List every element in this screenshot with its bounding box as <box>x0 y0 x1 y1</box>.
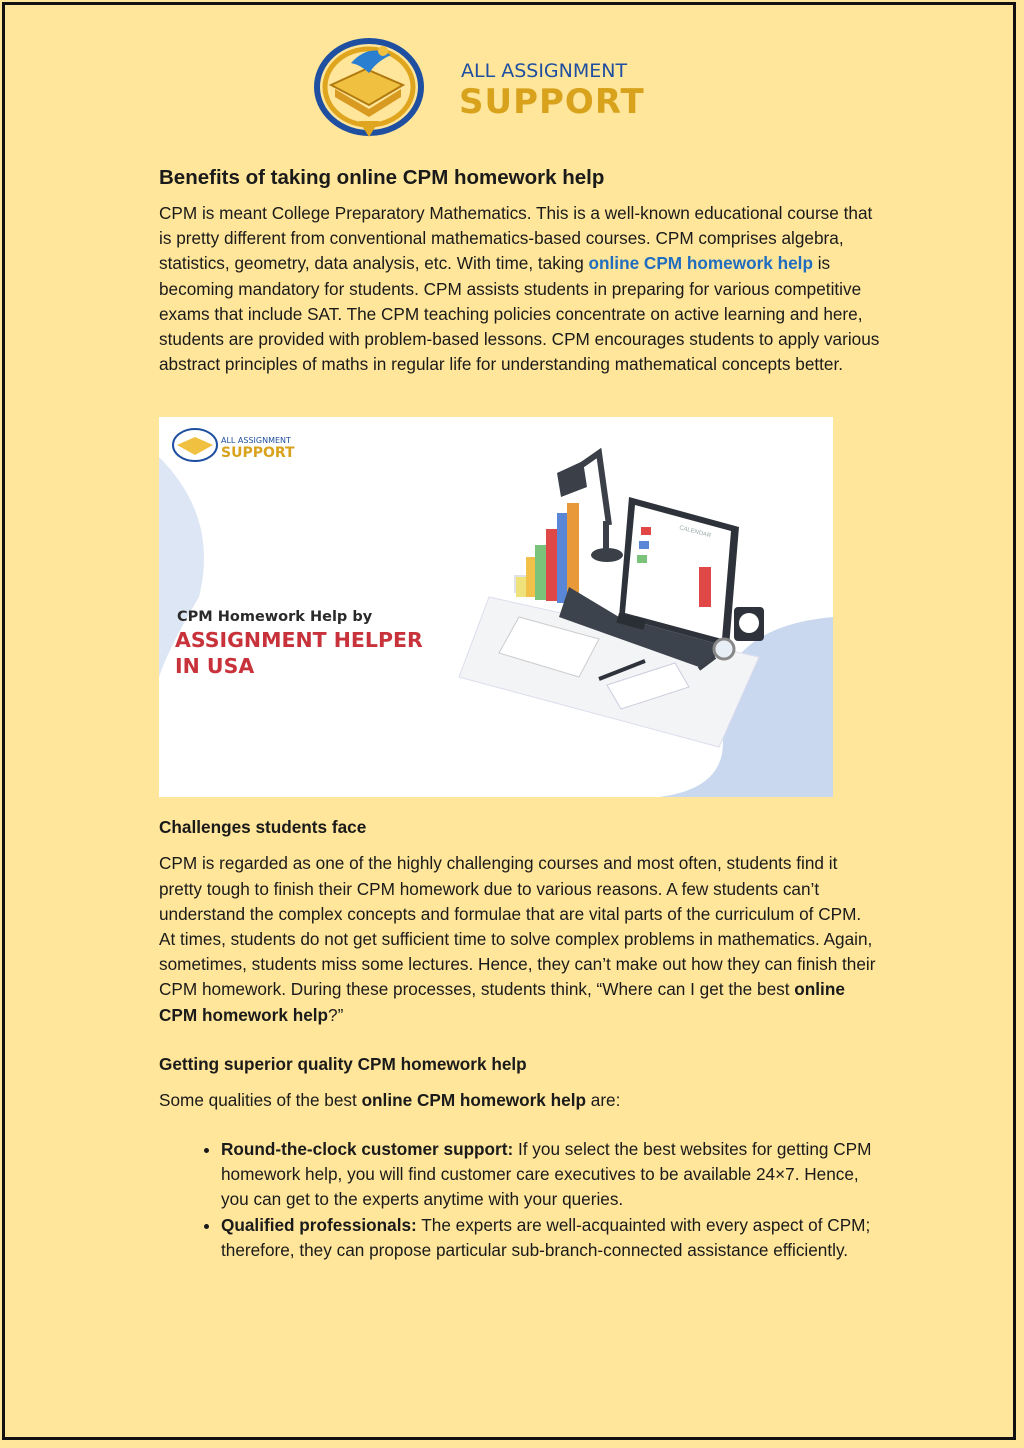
challenges-paragraph: CPM is regarded as one of the highly challenging courses and most often, students find it pretty tough to finish their CPM homework due to various reasons. A few students can’t understand the complex concepts and formulae that are vital parts of the curriculum of CPM. At times, students do not get sufficient time to solve complex problems in mathematics. Again, sometimes, students miss some lectures. Hence, they can’t make out how they can finish their CPM homework. During these processes, students think, “Where can I get the best online CPM homework help?” <box>159 853 876 1025</box>
benefits-paragraph: CPM is meant College Preparatory Mathematics. This is a well-known educational course that is pretty different from conventional mathematics-based courses. CPM comprises algebra, statistics, geometry, data analysis, etc. With time, taking online CPM homework help is becoming mandatory for students. CPM assists students in preparing for various competitive exams that include SAT. The CPM teaching policies concentrate on active learning and here, students are provided with problem-based lessons. CPM encourages students to apply various abstract principles of maths in regular life for understanding mathematical concepts better. <box>159 203 880 375</box>
qualities-intro: Some qualities of the best online CPM homework help are: <box>159 1089 621 1110</box>
svg-text:ALL ASSIGNMENT: ALL ASSIGNMENT <box>461 60 628 82</box>
banner-subtitle: CPM Homework Help by <box>177 609 373 626</box>
section-heading-quality: Getting superior quality CPM homework help <box>159 1053 527 1074</box>
svg-text:CALENDAR: CALENDAR <box>678 525 712 540</box>
section-heading-benefits: Benefits of taking online CPM homework help <box>159 166 605 189</box>
list-item: • Qualified professionals: The experts are well-acquainted with every aspect of CPM; therefore, they can propose particular sub-branch-connected assistance efficiently. <box>221 1213 881 1263</box>
document-page <box>2 2 1016 1440</box>
qualities-list <box>159 1137 881 1263</box>
svg-text:ALL ASSIGNMENT: ALL ASSIGNMENT <box>221 436 291 446</box>
brand-logo <box>311 33 671 145</box>
banner-illustration <box>159 417 833 797</box>
book-globe-logo-icon <box>311 33 671 145</box>
section-heading-challenges: Challenges students face <box>159 817 367 838</box>
svg-text:SUPPORT: SUPPORT <box>459 82 645 122</box>
list-item: • Round-the-clock customer support: If you select the best websites for getting CPM homework help, you will find customer care executives to be available 24×7. Hence, you can get to the experts anytime with your queries. <box>221 1137 881 1213</box>
svg-text:SUPPORT: SUPPORT <box>221 445 295 462</box>
cpm-homework-help-link[interactable]: online CPM homework help <box>588 253 813 274</box>
article-body <box>159 165 881 1263</box>
banner-title: ASSIGNMENT HELPER IN USA <box>175 628 423 679</box>
